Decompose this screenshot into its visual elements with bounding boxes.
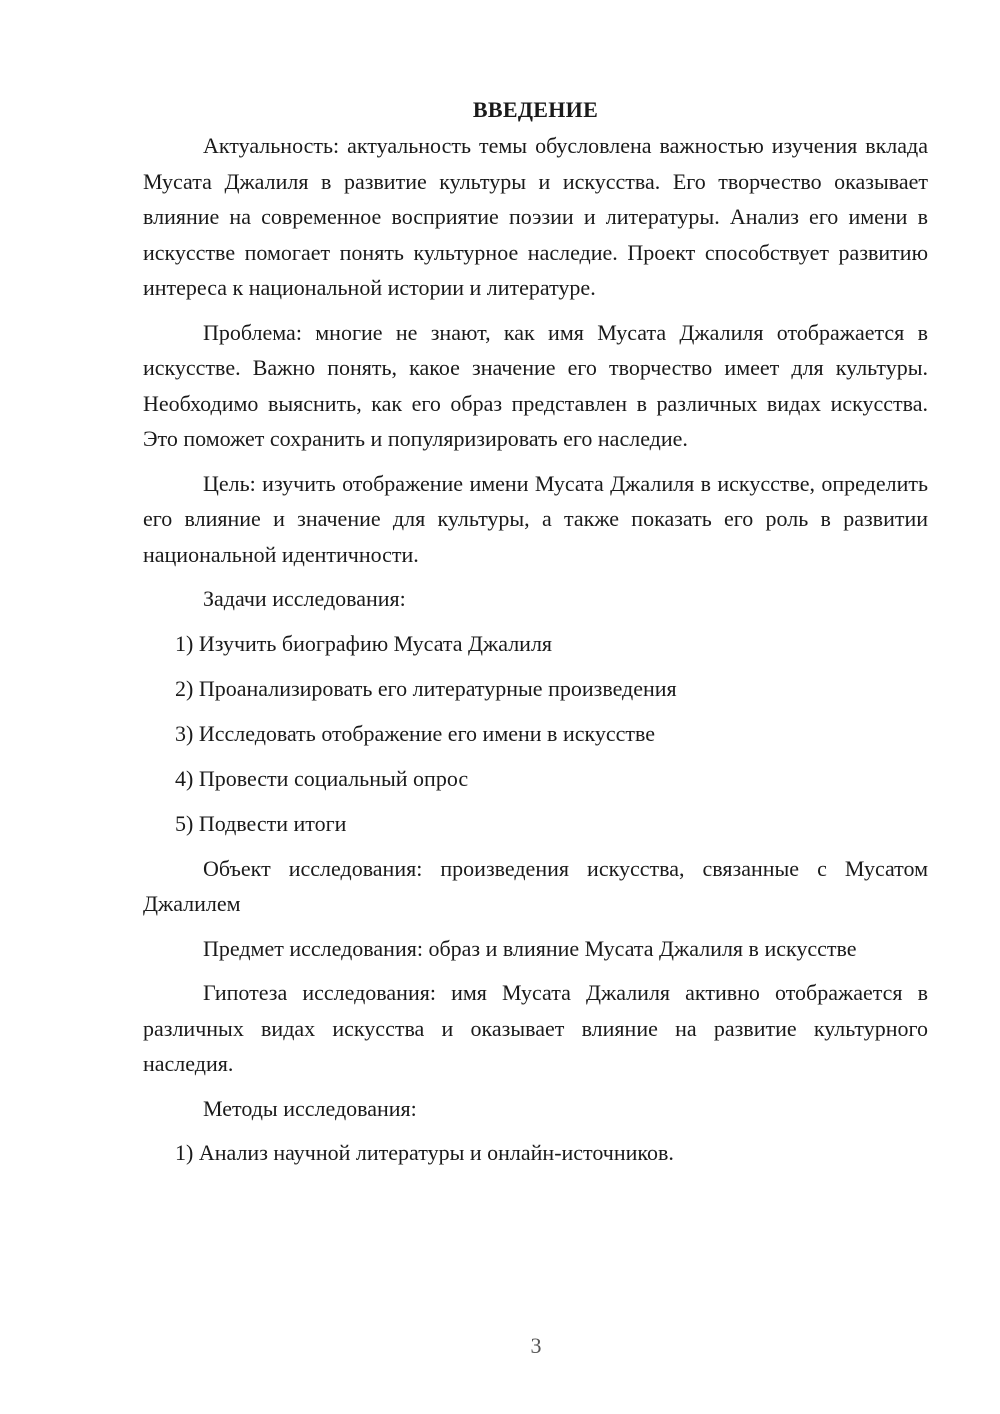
subject-paragraph: Предмет исследования: образ и влияние Мусата Джалиля в искусстве	[203, 935, 857, 961]
task-item: 1) Изучить биографию Мусата Джалиля	[175, 630, 553, 656]
tasks-list	[143, 626, 928, 842]
task-item: 5) Подвести итоги	[175, 810, 347, 836]
methods-list	[143, 1135, 928, 1171]
tasks-heading: Задачи исследования:	[203, 586, 406, 611]
methods-heading: Методы исследования:	[203, 1095, 417, 1121]
method-item: 1) Анализ научной литературы и онлайн-источников.	[175, 1140, 674, 1166]
hypothesis-paragraph: Гипотеза исследования: имя Мусата Джалиля активно отображается в различных видах искусства и оказывает влияние на развитие культурного наследия.	[143, 980, 928, 1077]
page-number: 3	[530, 1333, 542, 1358]
task-item: 3) Исследовать отображение его имени в искусстве	[175, 720, 656, 746]
goal-paragraph: Цель: изучить отображение имени Мусата Джалиля в искусстве, определить его влияние и значение для культуры, а также показать его роль в развитии национальной идентичности.	[143, 470, 928, 567]
task-item: 2) Проанализировать его литературные произведения	[175, 675, 677, 701]
object-paragraph: Объект исследования: произведения искусства, связанные с Мусатом Джалилем	[143, 855, 928, 917]
section-title: ВВЕДЕНИЕ	[472, 97, 599, 122]
relevance-paragraph: Актуальность: актуальность темы обусловлена важностью изучения вклада Мусата Джалиля в развитие культуры и искусства. Его творчество оказывает влияние на современное восприятие поэзии и литературы. Анализ его имени в искусстве помогает понять культурное наследие. Проект способствует развитию интереса к национальной истории и литературе.	[143, 133, 928, 300]
document-page	[143, 92, 928, 1181]
task-item: 4) Провести социальный опрос	[175, 765, 469, 791]
problem-paragraph: Проблема: многие не знают, как имя Мусата Джалиля отображается в искусстве. Важно понять, какое значение его творчество имеет для культуры. Необходимо выяснить, как его образ представлен в различных видах искусства. Это поможет сохранить и популяризировать его наследие.	[143, 319, 928, 451]
